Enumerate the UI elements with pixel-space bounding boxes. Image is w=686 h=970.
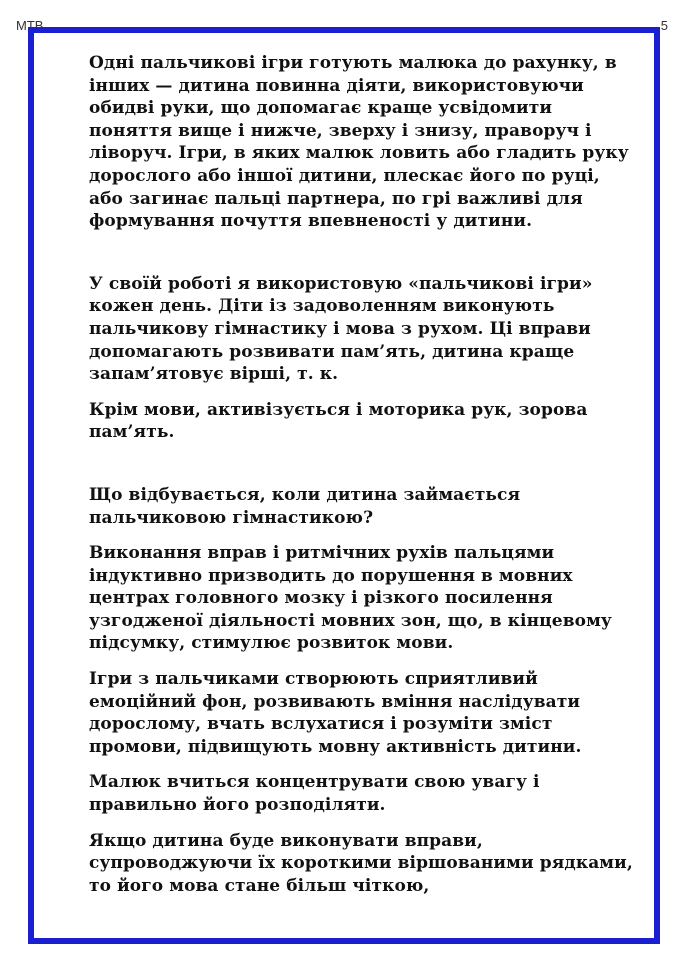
paragraph-finger-games-intro: Одні пальчикові ігри готують малюка до рахунку, в інших — дитина повинна діяти, використовуючи обидві руки, що допомагає краще усвідомити поняття вище і нижче, зверху і знизу, праворуч і ліворуч. Ігри, в яких малюк ловить або гладить руку дорослого або іншої дитини, плескає його по руці, або загинає пальці партнера, по грі важливі для формування почуття впевненості у дитини. (89, 53, 629, 232)
text-body (89, 52, 634, 897)
paragraph-concentration: Малюк вчиться концентрувати свою увагу і правильно його розподіляти. (89, 772, 540, 816)
paragraph-verses: Якщо дитина буде виконувати вправи, супроводжуючи їх короткими віршованими рядками, то його мова стане більш чіткою, (89, 830, 633, 896)
header-left-label: МТВ (16, 18, 44, 33)
paragraph-brain-effect: Виконання вправ і ритмічних рухів пальцями індуктивно призводить до порушення в мовних центрах головного мозку і різкого посилення узгодженої діяльності мовних зон, що, в кінцевому підсумку, стимулює розвиток мови. (89, 543, 612, 654)
paragraph-emotional-background: Ігри з пальчиками створюють сприятливий емоційний фон, розвивають вміння наслідувати дорослому, вчать вслухатися і розуміти зміст промови, підвищують мовну активність дитини. (89, 669, 582, 757)
page-number: 5 (660, 18, 668, 33)
paragraph-question: Що відбувається, коли дитина займається пальчиковою гімнастикою? (89, 484, 521, 528)
paragraph-motor-skills: Крім мови, активізується і моторика рук, зорова пам’ять. (89, 399, 588, 443)
paragraph-my-work: У своїй роботі я використовую «пальчикові ігри» кожен день. Діти із задоволенням виконують пальчикову гімнастику і мова з рухом. Ці вправи допомагають розвивати пам’ять, дитина краще запам’ятовує вірші, т. к. (89, 273, 593, 385)
page-frame (28, 27, 660, 944)
